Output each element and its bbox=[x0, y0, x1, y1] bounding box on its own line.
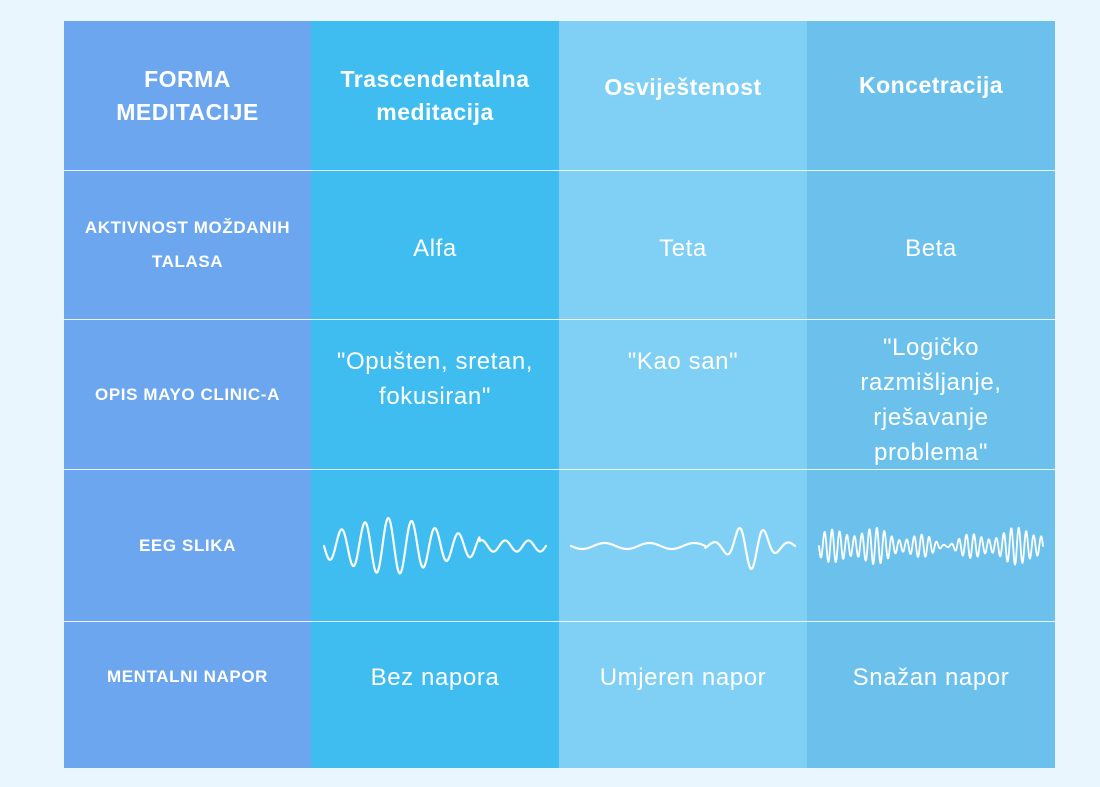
header-transcendental bbox=[311, 21, 559, 170]
cell-mayo-concentration-text: "Logičko razmišljanje, rješavanje problema" bbox=[860, 334, 1002, 466]
header-transcendental-text: Trascendentalna meditacija bbox=[340, 65, 530, 125]
row-label-mayo-description bbox=[64, 319, 311, 469]
alpha-wave-icon bbox=[320, 516, 550, 576]
cell-eeg-mindfulness bbox=[559, 469, 807, 621]
cell-eeg-transcendental bbox=[311, 469, 559, 621]
row-label-mental-effort bbox=[64, 621, 311, 768]
cell-effort-concentration bbox=[807, 621, 1055, 768]
row-label-brainwave-activity bbox=[64, 170, 311, 319]
header-mindfulness-text: Osviještenost bbox=[604, 74, 762, 100]
header-meditation-form-text: FORMA MEDITACIJE bbox=[116, 65, 259, 125]
row-label-eeg-image-text: EEG SLIKA bbox=[138, 535, 237, 555]
cell-mayo-mindfulness bbox=[559, 319, 807, 469]
cell-effort-transcendental bbox=[311, 621, 559, 768]
header-concentration bbox=[807, 21, 1055, 170]
cell-brainwave-concentration-text: Beta bbox=[905, 235, 957, 262]
header-mindfulness bbox=[559, 21, 807, 170]
cell-effort-transcendental-text: Bez napora bbox=[370, 664, 500, 691]
cell-mayo-mindfulness-text: "Kao san" bbox=[627, 348, 739, 375]
header-concentration-text: Koncetracija bbox=[858, 72, 1004, 98]
cell-eeg-concentration bbox=[807, 469, 1055, 621]
row-label-brainwave-activity-text: AKTIVNOST MOŽDANIH TALASA bbox=[84, 218, 291, 271]
meditation-comparison-table bbox=[64, 21, 1055, 768]
row-label-mayo-description-text: OPIS MAYO CLINIC-A bbox=[95, 384, 280, 404]
cell-effort-mindfulness bbox=[559, 621, 807, 768]
theta-wave-icon bbox=[567, 516, 799, 576]
cell-brainwave-mindfulness bbox=[559, 170, 807, 319]
row-label-mental-effort-text: MENTALNI NAPOR bbox=[106, 667, 269, 686]
cell-brainwave-concentration bbox=[807, 170, 1055, 319]
cell-brainwave-transcendental-text: Alfa bbox=[413, 235, 457, 262]
cell-brainwave-mindfulness-text: Teta bbox=[659, 235, 707, 262]
row-label-eeg-image bbox=[64, 469, 311, 621]
cell-brainwave-transcendental bbox=[311, 170, 559, 319]
cell-mayo-concentration bbox=[807, 319, 1055, 469]
cell-effort-concentration-text: Snažan napor bbox=[852, 664, 1010, 691]
header-meditation-form bbox=[64, 21, 311, 170]
cell-mayo-transcendental-text: "Opušten, sretan, fokusiran" bbox=[336, 348, 534, 410]
beta-wave-icon bbox=[815, 516, 1047, 576]
cell-effort-mindfulness-text: Umjeren napor bbox=[599, 664, 767, 691]
cell-mayo-transcendental bbox=[311, 319, 559, 469]
